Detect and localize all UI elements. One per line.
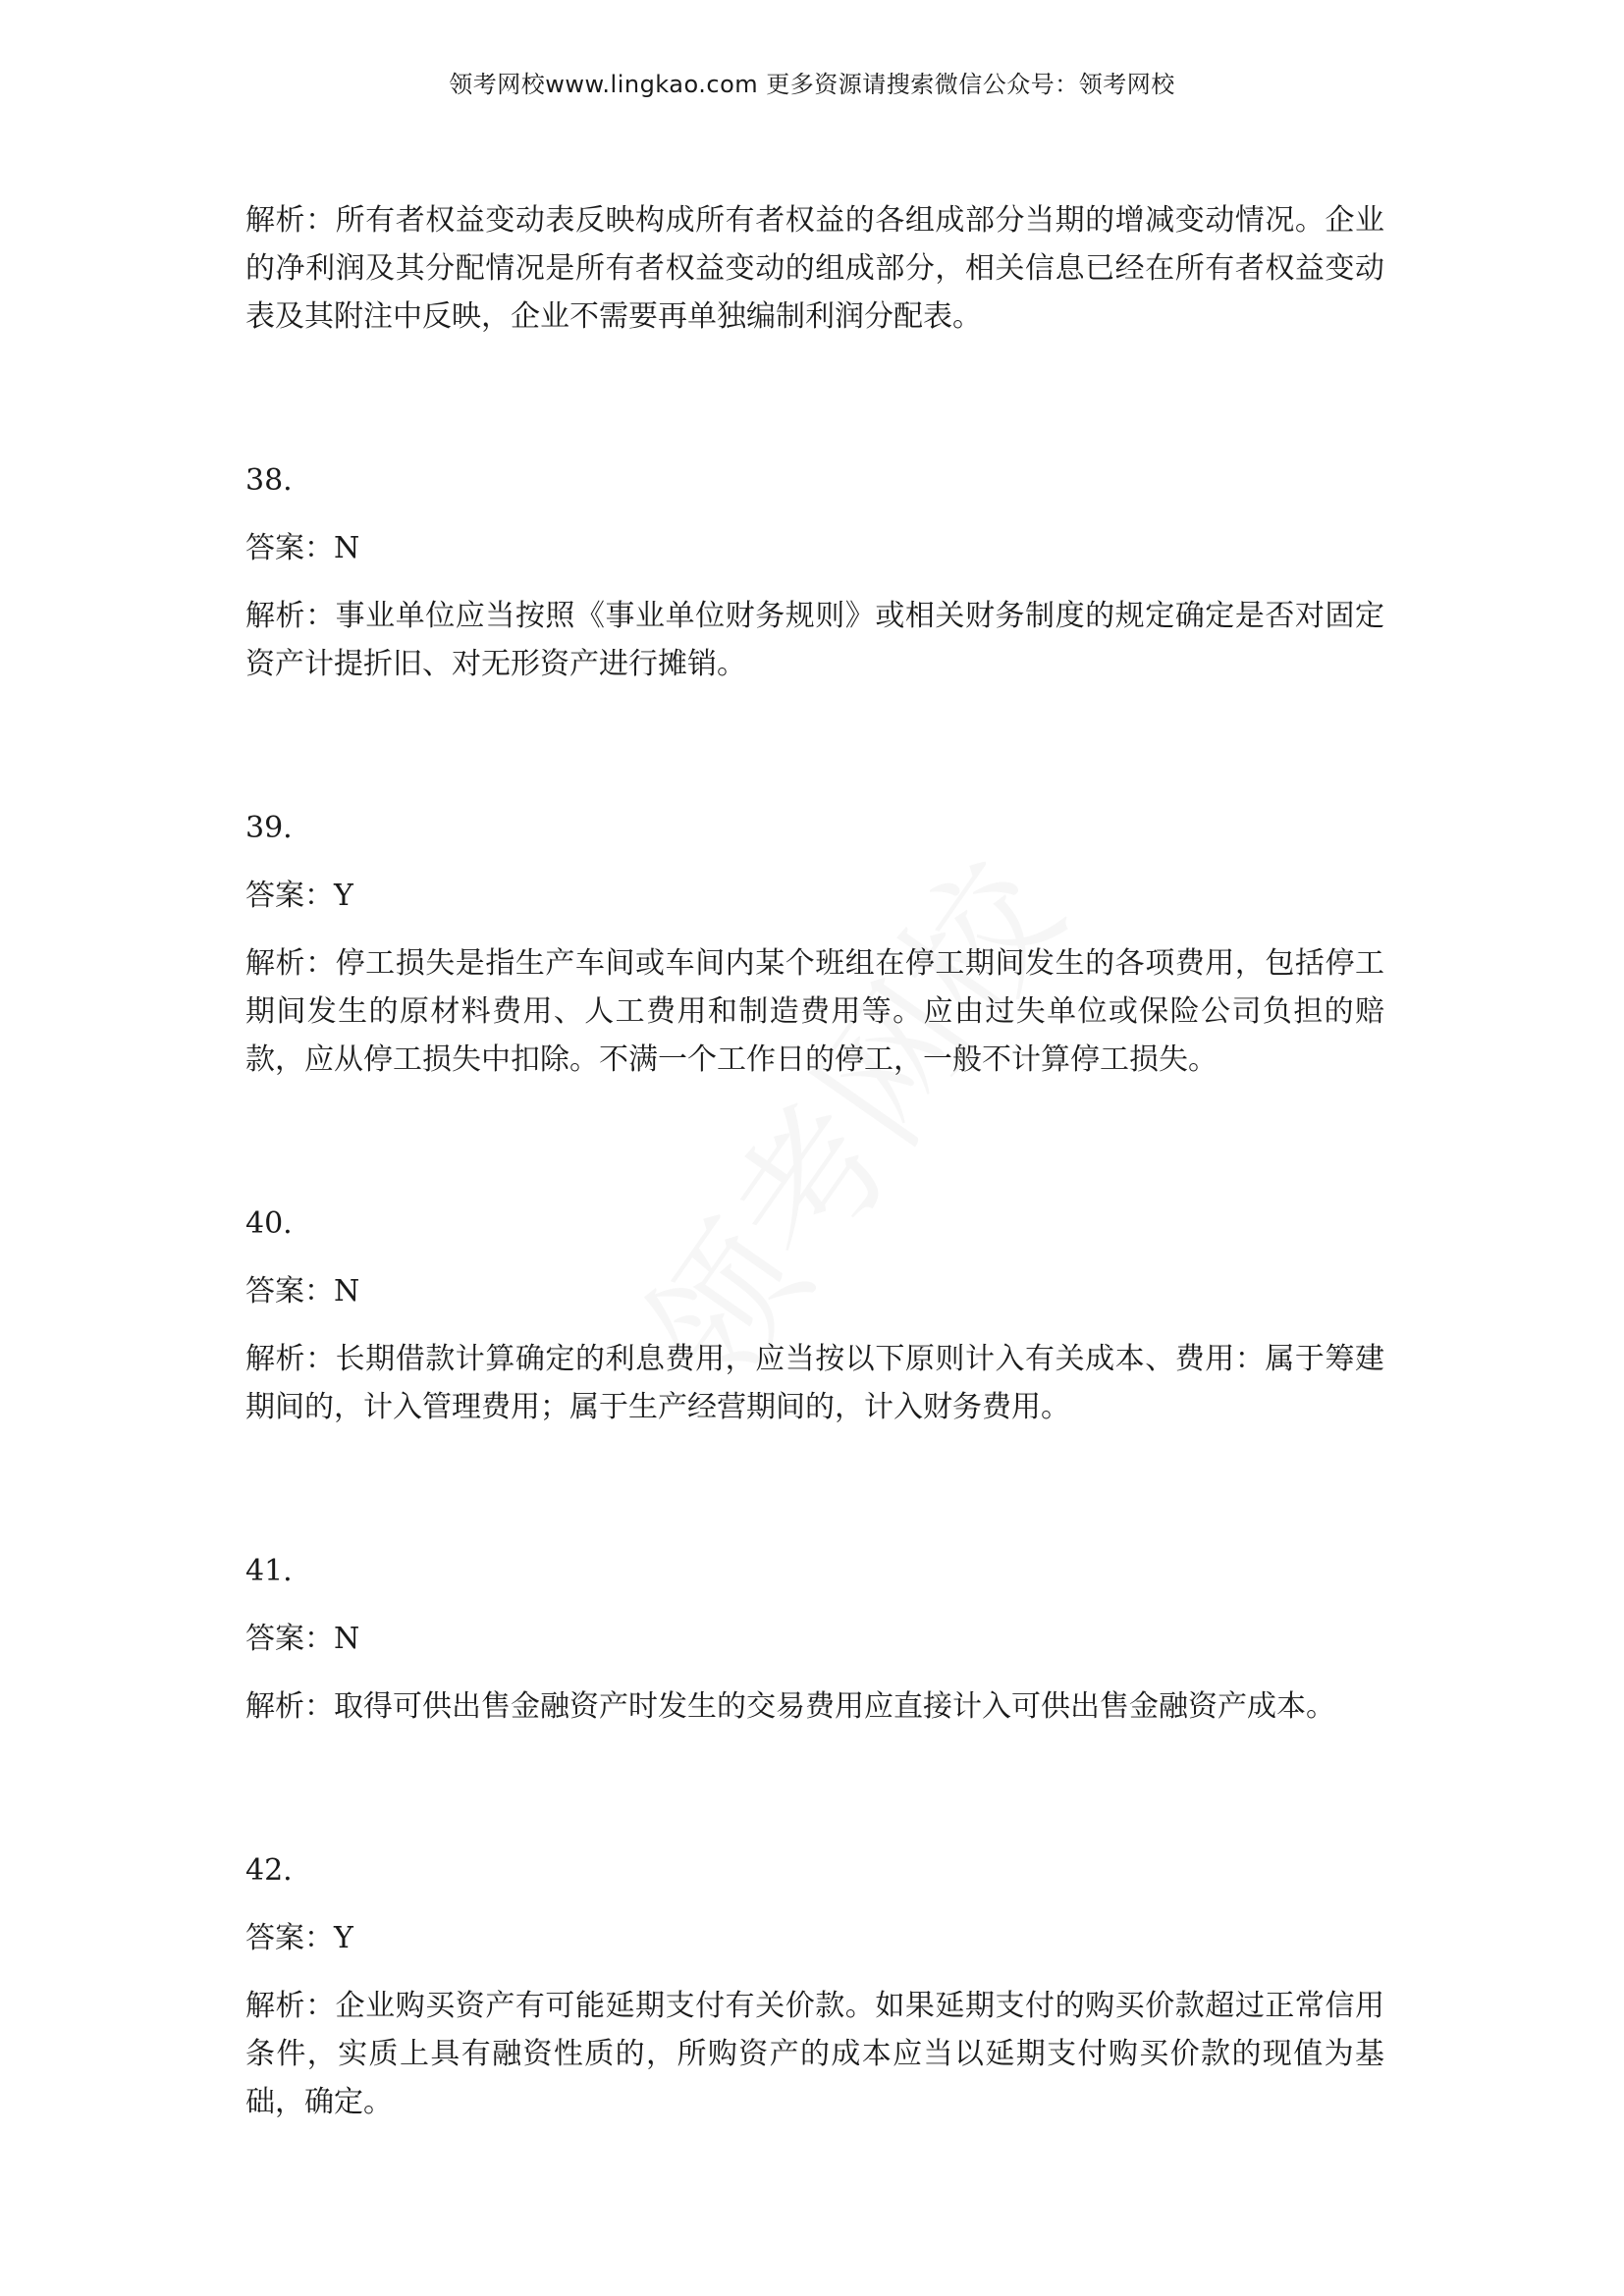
answer-text: 答案：N [245, 531, 360, 565]
question-item-42 [245, 1846, 1384, 2126]
answer-text: 答案：Y [245, 1921, 353, 1955]
analysis-text: 解析：取得可供出售金融资产时发生的交易费用应直接计入可供出售金融资产成本。 [245, 1689, 1335, 1724]
answer-text: 答案：N [245, 1622, 360, 1656]
analysis-text: 解析：企业购买资产有可能延期支付有关价款。如果延期支付的购买价款超过正常信用条件，实质上具有融资性质的，所购资产的成本应当以延期支付购买价款的现值为基础，确定。 [245, 1989, 1384, 2119]
question-item-41 [245, 1547, 1384, 1731]
question-number: 38. [245, 463, 293, 498]
lead-analysis: 解析：所有者权益变动表反映构成所有者权益的各组成部分当期的增减变动情况。企业的净利润及其分配情况是所有者权益变动的组成部分，相关信息已经在所有者权益变动表及其附注中反映，企业不需要再单独编制利润分配表。 [245, 203, 1384, 334]
question-number: 39. [245, 811, 293, 845]
answer-text: 答案：Y [245, 879, 353, 913]
question-number: 41. [245, 1554, 293, 1588]
question-number: 42. [245, 1853, 293, 1888]
analysis-text: 解析：停工损失是指生产车间或车间内某个班组在停工期间发生的各项费用，包括停工期间发生的原材料费用、人工费用和制造费用等。应由过失单位或保险公司负担的赔款，应从停工损失中扣除。不满一个工作日的停工，一般不计算停工损失。 [245, 946, 1384, 1077]
question-item-39 [245, 804, 1384, 1084]
analysis-text: 解析：长期借款计算确定的利息费用，应当按以下原则计入有关成本、费用：属于筹建期间的，计入管理费用；属于生产经营期间的，计入财务费用。 [245, 1342, 1384, 1424]
question-item-40 [245, 1200, 1384, 1431]
question-item-38 [245, 456, 1384, 688]
document-body [245, 196, 1384, 2126]
answer-text: 答案：N [245, 1274, 360, 1308]
analysis-text: 解析：事业单位应当按照《事业单位财务规则》或相关财务制度的规定确定是否对固定资产计提折旧、对无形资产进行摊销。 [245, 599, 1384, 681]
question-number: 40. [245, 1206, 293, 1241]
page-header: 领考网校www.lingkao.com 更多资源请搜索微信公众号：领考网校 [449, 71, 1175, 98]
